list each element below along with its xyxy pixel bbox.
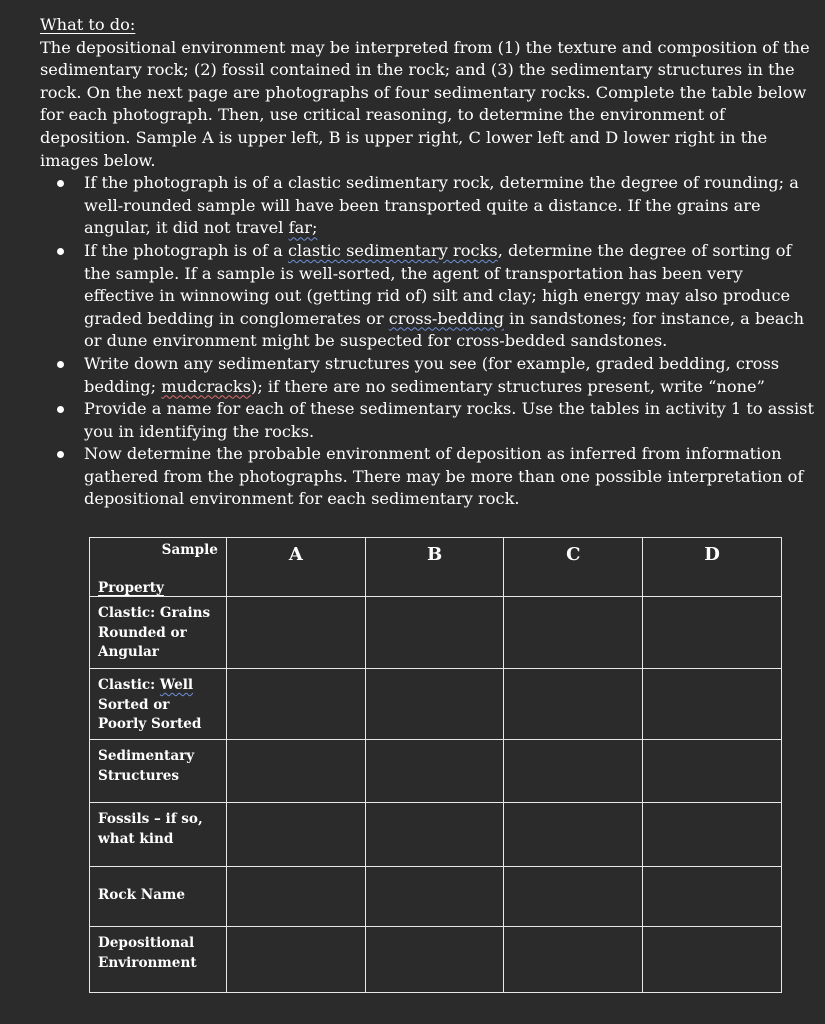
row-label-sorting-flagged-word: Well — [159, 677, 194, 693]
row-label-structures: Sedimentary Structures — [90, 740, 227, 803]
table-header-row — [90, 538, 782, 597]
cell-structures-a[interactable] — [226, 740, 365, 803]
cell-sorting-a[interactable] — [226, 669, 365, 740]
cell-sorting-d[interactable] — [643, 669, 782, 740]
bullet-environment-text: Now determine the probable environment of deposition as inferred from information gathered from the photographs. There may be more than one possible interpretation of depositional environment for each sedimentary rock. — [84, 444, 804, 509]
sample-b-header: B — [365, 538, 504, 597]
table-row-sorting — [90, 669, 782, 740]
cell-environment-a[interactable] — [226, 927, 365, 993]
row-label-environment: Depositional Environment — [90, 927, 227, 993]
table-row-fossils — [90, 803, 782, 867]
cell-rounding-c[interactable] — [504, 597, 643, 669]
bullet-rounding-text: If the photograph is of a clastic sedimentary rock, determine the degree of rounding; a well-rounded sample will have been transported quite a distance. If the grains are angular, it did not travel — [84, 173, 799, 238]
bullet-rounding-flagged-word: far; — [288, 218, 318, 238]
cell-environment-b[interactable] — [365, 927, 504, 993]
cell-sorting-c[interactable] — [504, 669, 643, 740]
table-corner-cell — [90, 538, 227, 597]
bullet-rock-name — [40, 398, 815, 443]
instructions-section — [40, 14, 815, 511]
bullet-sorting-text-1: If the photograph is of a — [84, 240, 288, 260]
table-row-structures — [90, 740, 782, 803]
table-row-rounding — [90, 597, 782, 669]
bullet-dot-icon — [57, 248, 64, 255]
bullet-structures-text-2: ); if there are no sedimentary structures present, write “none” — [251, 376, 765, 396]
cell-structures-d[interactable] — [643, 740, 782, 803]
cell-rounding-a[interactable] — [226, 597, 365, 669]
cell-structures-b[interactable] — [365, 740, 504, 803]
bullet-dot-icon — [57, 180, 64, 187]
cell-fossils-b[interactable] — [365, 803, 504, 867]
cell-fossils-d[interactable] — [643, 803, 782, 867]
bullet-sorting-text-2: , determine the degree of sorting of the sample. If a sample is well-sorted, the agent of transportation has been very effective in winnowing out (getting rid of) silt and clay; high energy may also produce graded bedding in conglomerates or — [84, 240, 792, 328]
row-label-rounding: Clastic: Grains Rounded or Angular — [90, 597, 227, 669]
intro-paragraph: The depositional environment may be interpreted from (1) the texture and composition of the sedimentary rock; (2) fossil contained in the rock; and (3) the sedimentary structures in the rock. On the next page are photographs of four sedimentary rocks. Complete the table below for each photograph. Then, use critical reasoning, to determine the environment of deposition. Sample A is upper left, B is upper right, C lower left and D lower right in the images below. — [40, 37, 810, 170]
cell-rock-name-b[interactable] — [365, 867, 504, 927]
row-label-sorting-part-2: Sorted or Poorly Sorted — [98, 696, 202, 732]
bullet-dot-icon — [57, 361, 64, 368]
bullet-structures — [40, 353, 815, 398]
sample-a-header: A — [226, 538, 365, 597]
instruction-list — [40, 172, 815, 511]
property-header-label: Property — [98, 580, 164, 596]
row-label-fossils: Fossils – if so, what kind — [90, 803, 227, 867]
bullet-dot-icon — [57, 451, 64, 458]
table-row-environment — [90, 927, 782, 993]
cell-environment-d[interactable] — [643, 927, 782, 993]
bullet-sorting — [40, 240, 815, 353]
table-row-rock-name — [90, 867, 782, 927]
sample-c-header: C — [504, 538, 643, 597]
bullet-rounding — [40, 172, 815, 240]
bullet-sorting-flagged-phrase: clastic sedimentary rocks — [287, 240, 498, 260]
sample-property-table — [89, 537, 782, 993]
cell-fossils-a[interactable] — [226, 803, 365, 867]
bullet-structures-flagged-word: mudcracks — [161, 376, 252, 396]
cell-fossils-c[interactable] — [504, 803, 643, 867]
cell-rock-name-c[interactable] — [504, 867, 643, 927]
cell-rounding-d[interactable] — [643, 597, 782, 669]
bullet-sorting-text-3: in sandstones; for instance, a beach or dune environment might be suspected for cross-bedded sandstones. — [84, 308, 805, 351]
row-label-sorting — [90, 669, 227, 740]
bullet-dot-icon — [57, 406, 64, 413]
bullet-rock-name-text: Provide a name for each of these sedimentary rocks. Use the tables in activity 1 to assist you in identifying the rocks. — [84, 399, 814, 441]
cell-rounding-b[interactable] — [365, 597, 504, 669]
section-heading: What to do: — [40, 15, 136, 34]
bullet-structures-text-1: Write down any sedimentary structures you see (for example, graded bedding, cross bedding; — [84, 353, 780, 396]
sample-d-header: D — [643, 538, 782, 597]
cell-structures-c[interactable] — [504, 740, 643, 803]
cell-environment-c[interactable] — [504, 927, 643, 993]
row-label-rock-name: Rock Name — [90, 867, 227, 927]
row-label-sorting-part-1: Clastic: — [98, 677, 160, 693]
cell-rock-name-d[interactable] — [643, 867, 782, 927]
sample-header-label: Sample — [161, 542, 218, 558]
cell-rock-name-a[interactable] — [226, 867, 365, 927]
cell-sorting-b[interactable] — [365, 669, 504, 740]
bullet-sorting-flagged-word: cross-bedding — [388, 308, 504, 328]
bullet-environment — [40, 443, 815, 511]
